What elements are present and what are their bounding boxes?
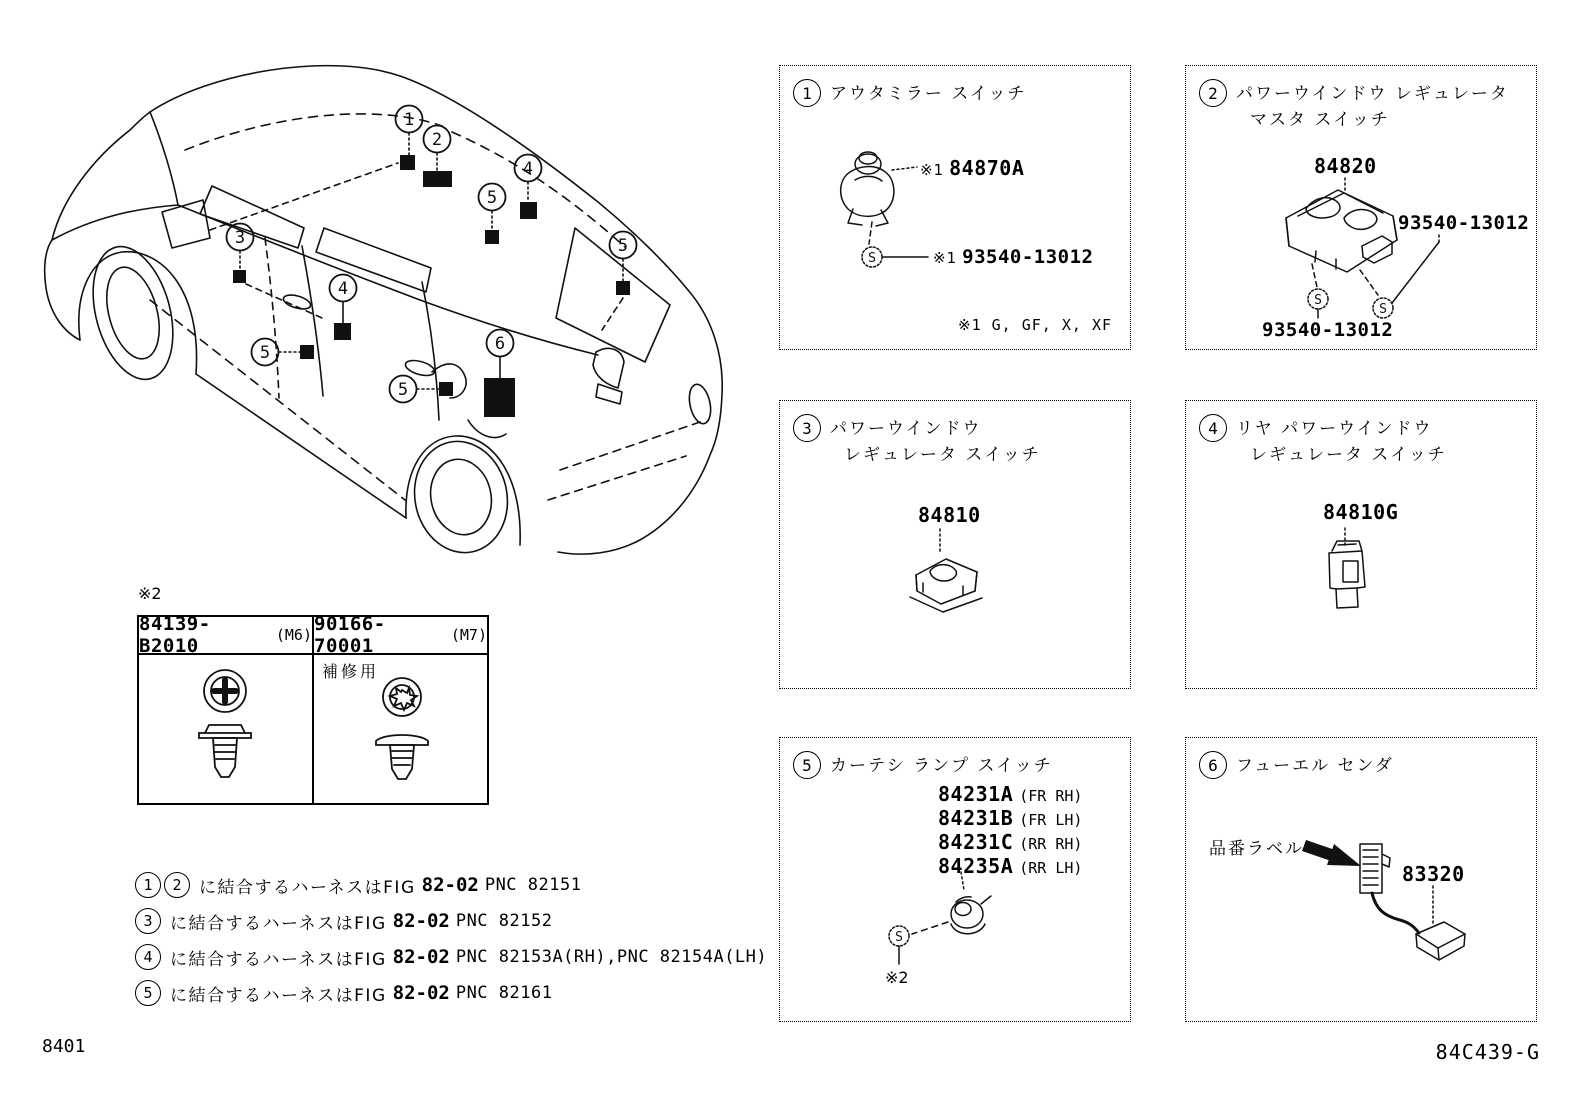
grade-note: ※1 G, GF, X, XF [958, 316, 1112, 334]
part-label-84820: 84820 [1314, 154, 1377, 178]
panel-rear-power-window-regulator-switch [1185, 400, 1537, 689]
note-ref-circle: 4 [135, 944, 161, 970]
car-rear-crease1 [560, 422, 700, 470]
part-number: 84235A [938, 854, 1014, 878]
part-label-84810: 84810 [918, 503, 981, 527]
s-symbol-letter: S [868, 251, 876, 266]
part-ref: ※1 [920, 161, 945, 179]
note-fig: 82-02 [392, 910, 450, 932]
note-text: に結合するハーネスはFIG [199, 877, 416, 898]
part-label-84870A [920, 156, 1024, 180]
courtesy-part-list [938, 782, 1082, 878]
panel1-number: 1 [793, 79, 821, 107]
note-harness-1 [135, 872, 581, 898]
panel-fuel-sender [1185, 737, 1537, 1022]
car-location-illustration [0, 0, 760, 580]
courtesy-switch-drawing [951, 896, 991, 934]
leader-quarter [602, 298, 623, 330]
s-symbol-1 [1308, 289, 1328, 309]
callout-3-num: 3 [234, 228, 246, 248]
note-ref-circle: 3 [135, 908, 161, 934]
panel4-title [1236, 414, 1447, 469]
car-rear-handle [404, 358, 436, 379]
panel2-title-line1: パワーウインドウ レギュレータ [1236, 84, 1509, 104]
screw-part-number: 84139-B2010 [139, 613, 211, 657]
note-text: に結合するハーネスはFIG [170, 985, 387, 1006]
label-arrow [1302, 840, 1361, 866]
note-harness-2 [135, 908, 552, 934]
leader-mirror [210, 163, 398, 230]
panel4-number: 4 [1199, 414, 1227, 442]
car-fuel-hose [468, 420, 506, 438]
rear-wheel-inner [424, 454, 498, 541]
callout-2-num: 2 [431, 130, 443, 150]
note-harness-4 [135, 980, 552, 1006]
callout-5a-num: 5 [486, 188, 498, 208]
screw-label-bottom: 93540-13012 [1262, 319, 1394, 341]
screw-ref-note: ※2 [885, 968, 909, 987]
panel3-title-line1: パワーウインドウ [830, 419, 982, 439]
callout-2 [423, 126, 452, 188]
screw-col-90166 [312, 613, 487, 803]
panel2-title-line2: マスタ スイッチ [1250, 110, 1390, 131]
screw-label-93540 [933, 246, 1093, 268]
panel5-art [780, 738, 1130, 1021]
car-door-cut [265, 238, 279, 398]
s-symbol-2 [1373, 298, 1393, 318]
panel1-title: アウタミラー スイッチ [830, 84, 1027, 104]
car-bpillar [302, 246, 323, 396]
s-symbol-letter: S [895, 930, 903, 945]
part-number: 84231C [938, 830, 1014, 854]
car-front-bumper [45, 240, 80, 340]
note-harness-3 [135, 944, 767, 970]
car-apillar [150, 112, 178, 205]
screw-table [137, 615, 489, 805]
callout-1-num: 1 [403, 110, 415, 130]
car-cowl [52, 205, 178, 240]
screw-ref: ※1 [933, 249, 958, 267]
part-position: (RR RH) [1019, 835, 1083, 853]
car-roof-line [150, 66, 688, 290]
part-number: 84231B [938, 806, 1014, 830]
note-pnc: PNC 82153A(RH),PNC 82154A(LH) [455, 947, 768, 967]
note-fig: 82-02 [392, 982, 450, 1004]
part-position: (FR LH) [1019, 811, 1083, 829]
callout-6-num: 6 [494, 334, 506, 354]
screw-label-right: 93540-13012 [1398, 212, 1530, 234]
panel4-title-line2: レギュレータ スイッチ [1250, 445, 1447, 466]
part-number: 84870A [949, 156, 1025, 180]
panel3-title [830, 414, 1041, 469]
panel-power-window-regulator-switch [779, 400, 1131, 689]
car-front-glass [200, 186, 304, 248]
car-hood [52, 112, 150, 240]
panel6-art [1186, 738, 1536, 1021]
callout-1 [396, 106, 423, 171]
note-text: に結合するハーネスはFIG [170, 949, 387, 970]
panel3-title-line2: レギュレータ スイッチ [844, 445, 1041, 466]
car-rear-lamp2 [686, 382, 714, 425]
car-rear-crease2 [548, 456, 686, 500]
car-cpillar [422, 282, 439, 420]
callout-4-door [330, 275, 357, 341]
s-symbol-letter: S [1379, 302, 1387, 317]
panel5-number: 5 [793, 751, 821, 779]
panel2-number: 2 [1199, 79, 1227, 107]
part-label-83320: 83320 [1402, 862, 1465, 886]
callout-4b-num: 4 [337, 279, 349, 299]
panel5-title: カーテシ ランプ スイッチ [830, 756, 1053, 776]
s-symbol [862, 247, 882, 267]
car-rear-wheelarch [406, 436, 520, 545]
panel3-number: 3 [793, 414, 821, 442]
car-hatch-glass [556, 228, 670, 362]
front-wheel [80, 238, 187, 389]
figure-code: 84C439-G [1435, 1040, 1540, 1064]
page-code: 8401 [42, 1036, 86, 1057]
panel6-title: フューエル センダ [1236, 756, 1394, 776]
part-position: (FR RH) [1019, 787, 1083, 805]
screw-col-84139 [139, 613, 312, 803]
rear-wheel [404, 433, 517, 562]
callout-4a-num: 4 [522, 159, 534, 179]
callout-5c-num: 5 [259, 343, 271, 363]
note-pnc: PNC 82152 [455, 911, 553, 931]
note-fig: 82-02 [421, 874, 479, 896]
panel1-art [780, 66, 1130, 349]
phillips-bolt-icon [139, 655, 311, 801]
repair-use-note: 補修用 [322, 662, 380, 681]
car-rocker [196, 374, 409, 518]
note-ref-circle: 1 [135, 872, 161, 898]
screw-part-number: 90166-70001 [314, 613, 386, 657]
panel-outer-mirror-switch [779, 65, 1131, 350]
master-switch-drawing [1286, 190, 1397, 272]
panel-courtesy-lamp-switch [779, 737, 1131, 1022]
screw-table-ref: ※2 [138, 584, 162, 603]
panel6-number: 6 [1199, 751, 1227, 779]
callout-5-roof [479, 184, 506, 245]
part-position: (RR LH) [1019, 859, 1083, 877]
note-fig: 82-02 [392, 946, 450, 968]
s-symbol [889, 926, 909, 946]
part-number: 84231A [938, 782, 1014, 806]
car-roof-rail-right [452, 132, 625, 247]
screw-size: (M6) [275, 626, 312, 644]
mirror-switch-drawing [841, 152, 894, 226]
screw-number: 93540-13012 [962, 246, 1094, 268]
note-ref-circle: 2 [164, 872, 190, 898]
panel4-title-line1: リヤ パワーウインドウ [1236, 419, 1433, 439]
callout-5-reardoor [390, 376, 454, 403]
screw-size: (M7) [450, 626, 487, 644]
rear-window-switch-drawing [1329, 541, 1365, 608]
callout-3 [227, 224, 254, 284]
callout-5d-num: 5 [397, 380, 409, 400]
callout-6 [484, 330, 515, 418]
note-text: に結合するハーネスはFIG [170, 913, 387, 934]
note-ref-circle: 5 [135, 980, 161, 1006]
callout-4-roof [515, 155, 542, 220]
part-label-84810G: 84810G [1323, 500, 1399, 524]
callout-5b-num: 5 [617, 236, 629, 256]
note-pnc: PNC 82161 [455, 983, 553, 1003]
torx-screw-icon [314, 655, 484, 801]
callout-5-frontdoor [252, 339, 315, 366]
car-body-crease [150, 300, 405, 500]
panel2-title [1236, 79, 1509, 134]
s-symbol-letter: S [1314, 293, 1322, 308]
panel-power-window-master-switch [1185, 65, 1537, 350]
part-label-tag: 品番ラベル [1209, 839, 1304, 859]
note-pnc: PNC 82151 [484, 875, 582, 895]
window-switch-drawing [910, 559, 982, 612]
callout-5-rear [610, 232, 637, 296]
